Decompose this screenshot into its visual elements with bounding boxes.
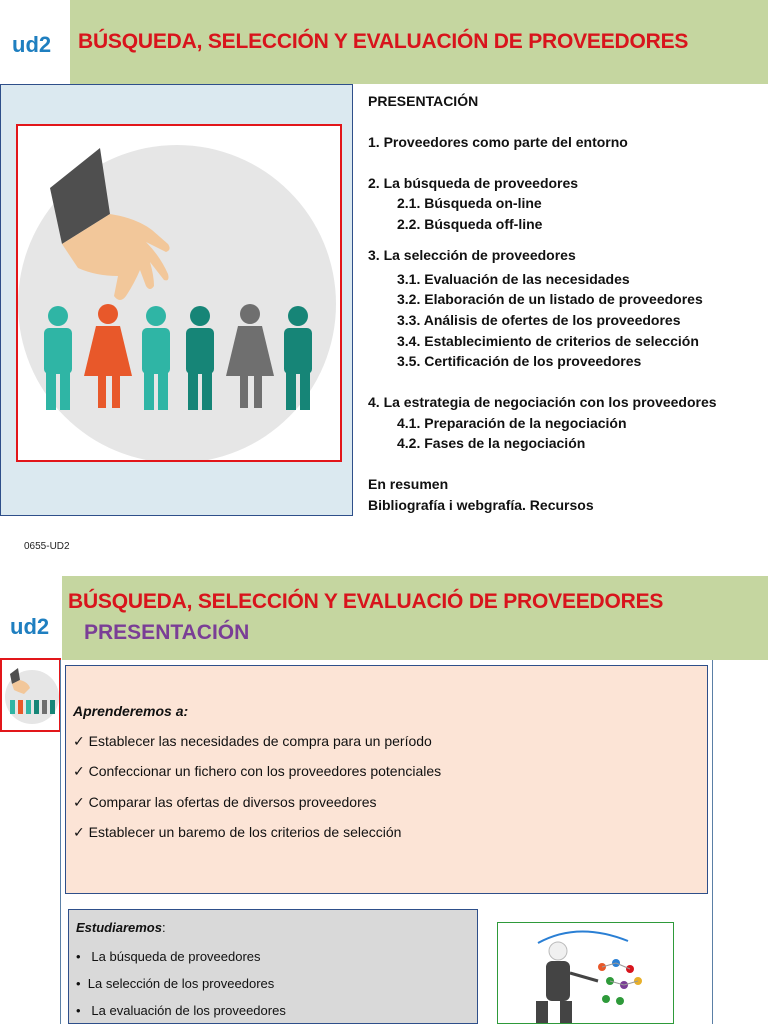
slide1-unit-label: ud2	[12, 32, 52, 57]
checkmark-icon: ✓	[73, 824, 85, 840]
hand-choosing-people-illustration	[18, 126, 340, 460]
toc-subitem: 4.2. Fases de la negociación	[397, 435, 586, 451]
learning-objective: ✓ Establecer las necesidades de compra para un período	[73, 733, 432, 749]
hand-choosing-people-thumbnail	[2, 660, 59, 730]
study-topic: • La búsqueda de proveedores	[76, 949, 261, 964]
bullet-icon: •	[76, 1003, 81, 1018]
toc-item: 2. La búsqueda de proveedores	[368, 175, 579, 191]
toc-subitem: 3.3. Análisis de ofertes de los proveedores	[397, 312, 681, 328]
bullet-icon: •	[76, 949, 81, 964]
toc-item: En resumen	[368, 476, 449, 492]
checkmark-icon: ✓	[73, 733, 85, 749]
study-topic: • La evaluación de los proveedores	[76, 1003, 286, 1018]
learning-objectives-heading: Aprenderemos a:	[73, 703, 189, 719]
checkmark-icon: ✓	[73, 763, 85, 779]
slide-footer-code: 0655-UD2	[24, 541, 70, 552]
learning-objective: ✓ Confeccionar un fichero con los proveedores potenciales	[73, 763, 442, 779]
toc-heading: PRESENTACIÓN	[368, 93, 479, 109]
business-network-illustration	[498, 923, 673, 1023]
toc-item: 4. La estrategia de negociación con los proveedores	[368, 394, 717, 410]
slide2-thumbnail	[0, 658, 61, 732]
network-illustration-box	[497, 922, 674, 1024]
bullet-icon: •	[76, 976, 81, 991]
slide1-title: BÚSQUEDA, SELECCIÓN Y EVALUACIÓN DE PROVEEDORES	[78, 30, 689, 53]
toc-item: 3. La selección de proveedores	[368, 247, 576, 263]
learning-objective: ✓ Comparar las ofertas de diversos proveedores	[73, 794, 377, 810]
toc-subitem: 4.1. Preparación de la negociación	[397, 415, 627, 431]
toc-subitem: 3.1. Evaluación de las necesidades	[397, 271, 630, 287]
study-topic: • La selección de los proveedores	[76, 976, 275, 991]
study-topics-heading: Estudiaremos:	[76, 920, 166, 935]
slide1-image-frame	[16, 124, 342, 462]
slide2-subtitle: PRESENTACIÓN	[84, 621, 250, 644]
toc-subitem: 3.4. Establecimiento de criterios de selección	[397, 333, 699, 349]
toc-subitem: 3.2. Elaboración de un listado de proveedores	[397, 291, 703, 307]
learning-objective: ✓ Establecer un baremo de los criterios de selección	[73, 824, 402, 840]
slide2-title-banner	[62, 576, 768, 660]
slide2-title: BÚSQUEDA, SELECCIÓN Y EVALUACIÓ DE PROVEEDORES	[68, 590, 664, 613]
slide2-unit-label: ud2	[10, 614, 50, 639]
checkmark-icon: ✓	[73, 794, 85, 810]
toc-item: Bibliografía i webgrafía. Recursos	[368, 497, 594, 513]
toc-subitem: 2.1. Búsqueda on-line	[397, 195, 542, 211]
toc-subitem: 2.2. Búsqueda off-line	[397, 216, 543, 232]
toc-item: 1. Proveedores como parte del entorno	[368, 134, 628, 150]
toc-subitem: 3.5. Certificación de los proveedores	[397, 353, 642, 369]
